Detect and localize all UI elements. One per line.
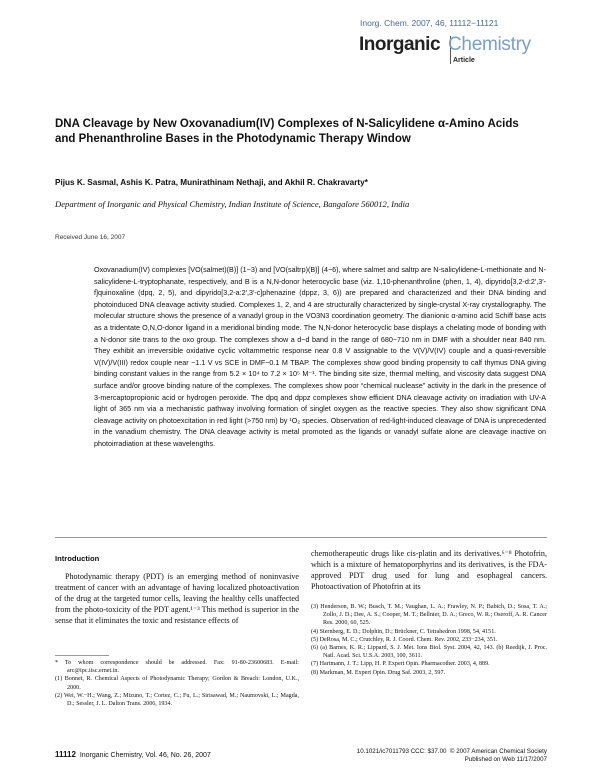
paper-title: DNA Cleavage by New Oxovanadium(IV) Complexes of N-Salicylidene α-Amino Acids and Phenanthroline Bases in the Photodynamic Therapy Window xyxy=(55,118,519,145)
footnote-rule xyxy=(55,655,109,656)
page-number: 11112 xyxy=(55,750,76,759)
copyright: © 2007 American Chemical Society xyxy=(449,748,547,755)
left-column xyxy=(55,554,299,626)
right-column xyxy=(311,548,547,592)
footnotes-left xyxy=(55,655,299,708)
abstract: Oxovanadium(IV) complexes [VO(salmet)(B)] (1−3) and [VO(saltrp)(B)] (4−6), where salmet and saltrp are N-salicylidene-L-methionate and N-salicylidene-L-tryptophanate, respectively, and B is a N,N-donor heterocyclic base (viz. 1,10-phenanthroline (phen, 1, 4), dipyrido[3,2-d:2′,3′-f]quinoxaline (dpq, 2, 5), and dipyrido[3,2-a:2′,3′-c]phenazine (dppz, 3, 6)) are prepared and characterized and their DNA binding and photoinduced DNA cleavage activity studied. Complexes 1, 2, and 4 are structurally characterized by single-crystal X-ray crystallography. The molecular structure shows the presence of a vanadyl group in the VO3N3 coordination geometry. The dianionic α-amino acid Schiff base acts as a tridentate O,N,O-donor ligand in a meridional binding mode. The N,N-donor heterocyclic base displays a chelating mode of bonding with a N-donor site trans to the oxo group. The complexes show a d−d band in the range of 680−710 nm in DMF with a shoulder near 840 nm. They exhibit an irreversible oxidative cyclic voltammetric response near 0.8 V assignable to the V(V)/V(IV) couple and a quasi-reversible V(IV)/V(III) redox couple near −1.1 V vs SCE in DMF−0.1 M TBAP. The complexes show good binding propensity to calf thymus DNA giving binding constant values in the range from 5.2 × 10⁴ to 7.2 × 10⁵ M⁻¹. The binding site size, thermal melting, and viscosity data suggest DNA surface and/or groove binding nature of the complexes. The complexes show poor “chemical nuclease” activity in the dark in the presence of 3-mercaptopropionic acid or hydrogen peroxide. The dpq and dppz complexes show efficient DNA cleavage activity on irradiation with UV-A light of 365 nm via a mechanistic pathway involving formation of singlet oxygen as the reactive species. They also show significant DNA cleavage activity on photoexcitation in red light (>750 nm) by ¹O₂ species. Observation of red-light-induced cleavage of DNA is unprecedented in the vanadium chemistry. The DNA cleavage activity is metal promoted as the ligands or vanadyl sulfate alone are cleavage inactive on photoirradiation at these wavelengths. xyxy=(94,265,546,448)
reference-item: (5) DeRosa, M. C.; Crutchley, R. J. Coord. Chem. Rev. 2002, 233−234, 351. xyxy=(311,636,498,643)
reference-item: (6) (a) Barnes, K. R.; Lippard, S. J. Met. Ions Biol. Syst. 2004, 42, 143. (b) Reedijk, J. Proc. Natl. Acad. Sci. U.S.A. 2003, 100, 3611. xyxy=(311,645,547,660)
footnote-correspondence: * To whom correspondence should be addressed. Fax: 91-80-23600683. E-mail: arc@ipc.iisc.ernet.in. xyxy=(55,660,299,675)
reference-item: (4) Sternberg, E. D.; Dolphin, D.; Brückner, C. Tetrahedron 1998, 54, 4151. xyxy=(311,628,496,635)
reference-item: (7) Hartmann, J. T.; Lipp, H. P. Expert Opin. Pharmacother. 2003, 4, 889. xyxy=(311,661,490,668)
intro-paragraph-2: chemotherapeutic drugs like cis-platin and its derivatives.⁶⁻⁸ Photofrin, which is a mixture of hematoporphyrins and its derivatives, is the FDA-approved PDT drug used for lung and esophageal cancers. Photoactivation of Photofrin at its xyxy=(311,549,547,591)
reference-item: (8) Markman, M. Expert Opin. Drug Saf. 2003, 2, 597. xyxy=(311,669,446,676)
page-footer-right xyxy=(311,748,547,764)
affiliation: Department of Inorganic and Physical Chemistry, Indian Institute of Science, Bangalore 560012, India xyxy=(55,199,410,209)
journal-logo-chemistry: Chemistry xyxy=(448,34,531,55)
intro-paragraph-1: Photodynamic therapy (PDT) is an emerging method of noninvasive treatment of cancer with an advantage of having localized photoactivation of the drug at the targeted tumor cells, leaving the healthy cells unaffected from the photo-toxicity of the PDT agent.¹⁻³ This method is superior in the sense that it eliminates the toxic and resistance effects of xyxy=(55,572,299,625)
published-date: Published on Web 11/17/2007 xyxy=(464,756,547,763)
reference-item: (1) Bonnet, R. Chemical Aspects of Photodynamic Therapy; Gordon & Breach: London, U.K., 2000. xyxy=(55,676,299,691)
journal-volume-info: Inorganic Chemistry, Vol. 46, No. 26, 2007 xyxy=(79,752,211,759)
received-date: Received June 16, 2007 xyxy=(55,234,126,241)
author-list: Pijus K. Sasmal, Ashis K. Patra, Munirathinam Nethaji, and Akhil R. Chakravarty* xyxy=(55,178,368,187)
journal-logo-inorganic: Inorganic xyxy=(359,34,441,55)
abstract-divider xyxy=(55,537,547,538)
journal-citation: Inorg. Chem. 2007, 46, 11112−11121 xyxy=(360,18,499,28)
doi: 10.1021/ic7011793 CCC: $37.00 xyxy=(356,748,447,755)
reference-item: (3) Henderson, B. W.; Busch, T. M.; Vaughan, L. A.; Frawley, N. P.; Babich, D.; Sosa, T. A.; Zollo, J. D.; Dee, A. S.; Cooper, M. T.; Bellnier, D. A.; Greco, W. R.; Oseroff, A. R. Cancer Res. 2000, 60, 525. xyxy=(311,604,547,627)
reference-item: (2) Wei, W.−H.; Wang, Z.; Mizuno, T.; Cortez, C.; Fu, L.; Sirisawad, M.; Naumovski, L.; Magda, D.; Sessler, J. L. Dalton Trans. 2006, 1934. xyxy=(55,692,299,708)
footnotes-right xyxy=(311,603,547,677)
page-footer-left xyxy=(55,750,211,759)
section-label-article: Article xyxy=(453,57,475,64)
section-heading-introduction: Introduction xyxy=(55,554,100,563)
